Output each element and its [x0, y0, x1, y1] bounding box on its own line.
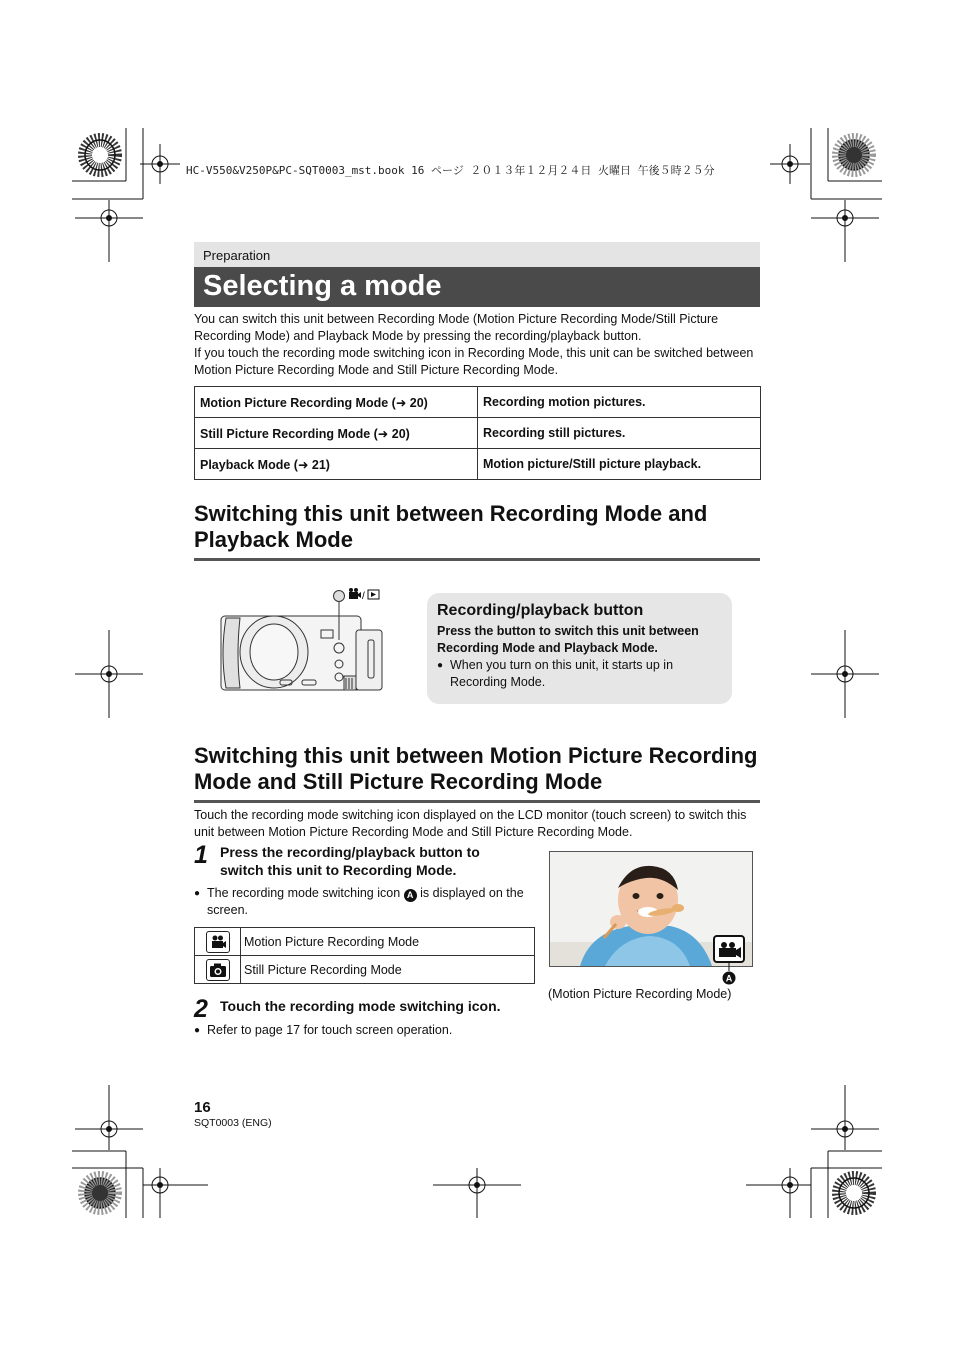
- step-number: 2: [194, 995, 208, 1023]
- callout-instruction: Press the button to switch this unit between Recording Mode and Playback Mode.: [437, 624, 699, 655]
- mode-name: Motion Picture Recording Mode (➜ 20): [195, 387, 478, 418]
- baby-photo: [550, 852, 752, 966]
- table-row: [195, 928, 535, 956]
- section-bar: [194, 242, 760, 307]
- step-1-bullet: [194, 885, 534, 919]
- icon-label: Still Picture Recording Mode: [241, 956, 535, 984]
- mode-description: Motion picture/Still picture playback.: [478, 449, 761, 480]
- table-row: [195, 418, 761, 449]
- step-2-bullet: [194, 1022, 534, 1039]
- bullet-icon: ●: [437, 660, 444, 671]
- table-row: [195, 387, 761, 418]
- marker-a-icon: A: [725, 973, 733, 984]
- section-heading-recording-playback: Switching this unit between Recording Mode and Playback Mode: [194, 501, 760, 561]
- mode-table: [194, 386, 761, 480]
- step-1-bullet-text: The recording mode switching icon: [207, 886, 401, 900]
- camcorder-illustration: [216, 584, 388, 696]
- movie-camera-icon: [349, 588, 361, 599]
- step-1-bullet-text-end: is displayed on the screen.: [207, 886, 524, 917]
- print-header: HC-V550&V250P&PC-SQT0003_mst.book 16 ページ ２０１３年１２月２４日 火曜日 午後５時２５分: [186, 164, 715, 177]
- photo-caption: (Motion Picture Recording Mode): [548, 987, 732, 1001]
- bullet-icon: ●: [194, 888, 201, 899]
- marker-a-pointer: [718, 963, 740, 987]
- step-number: 1: [194, 841, 208, 869]
- mode-name: Playback Mode (➜ 21): [195, 449, 478, 480]
- intro-paragraph-2: If you touch the recording mode switching icon in Recording Mode, this unit can be switched between Motion Picture Recording Mode and Still Picture Recording Mode.: [194, 346, 754, 377]
- section-label: Preparation: [194, 242, 760, 267]
- page-title: Selecting a mode: [194, 267, 760, 307]
- mode-description: Recording still pictures.: [478, 418, 761, 449]
- bullet-icon: ●: [194, 1025, 201, 1036]
- touch-instruction: Touch the recording mode switching icon displayed on the LCD monitor (touch screen) to switch this unit between Motion Picture Recording Mode and Still Picture Recording Mode.: [194, 808, 747, 839]
- mode-name: Still Picture Recording Mode (➜ 20): [195, 418, 478, 449]
- intro: [194, 311, 760, 379]
- step-2-bullet-text: Refer to page 17 for touch screen operation.: [207, 1023, 453, 1037]
- step-text: Press the recording/playback button to switch this unit to Recording Mode.: [220, 844, 480, 878]
- movie-camera-icon: [714, 936, 744, 962]
- step-text: Touch the recording mode switching icon.: [220, 998, 501, 1014]
- lcd-screen-photo: [549, 851, 753, 967]
- still-camera-icon: [206, 959, 230, 981]
- icon-label: Motion Picture Recording Mode: [241, 928, 535, 956]
- table-row: [195, 956, 535, 984]
- step-1: [194, 843, 524, 879]
- mode-icon-table: [194, 927, 535, 984]
- section-heading-motion-still: Switching this unit between Motion Picture Recording Mode and Still Picture Recording Mode: [194, 743, 760, 803]
- page-number: 16: [194, 1099, 211, 1116]
- marker-a-icon: A: [404, 889, 417, 902]
- callout-bullet: [437, 657, 722, 691]
- step-2: [194, 997, 534, 1021]
- mode-description: Recording motion pictures.: [478, 387, 761, 418]
- callout-bullet-text: When you turn on this unit, it starts up in Recording Mode.: [450, 658, 674, 689]
- callout-title: Recording/playback button: [437, 602, 644, 619]
- recording-playback-callout: [427, 593, 732, 704]
- intro-paragraph-1: You can switch this unit between Recording Mode (Motion Picture Recording Mode/Still Picture Recording Mode) and Playback Mode by pressing the recording/playback button.: [194, 312, 719, 343]
- button-label-separator: /: [362, 591, 365, 602]
- playback-icon: [368, 590, 379, 599]
- movie-camera-icon: [206, 931, 230, 953]
- document-code: SQT0003 (ENG): [194, 1117, 272, 1129]
- table-row: [195, 449, 761, 480]
